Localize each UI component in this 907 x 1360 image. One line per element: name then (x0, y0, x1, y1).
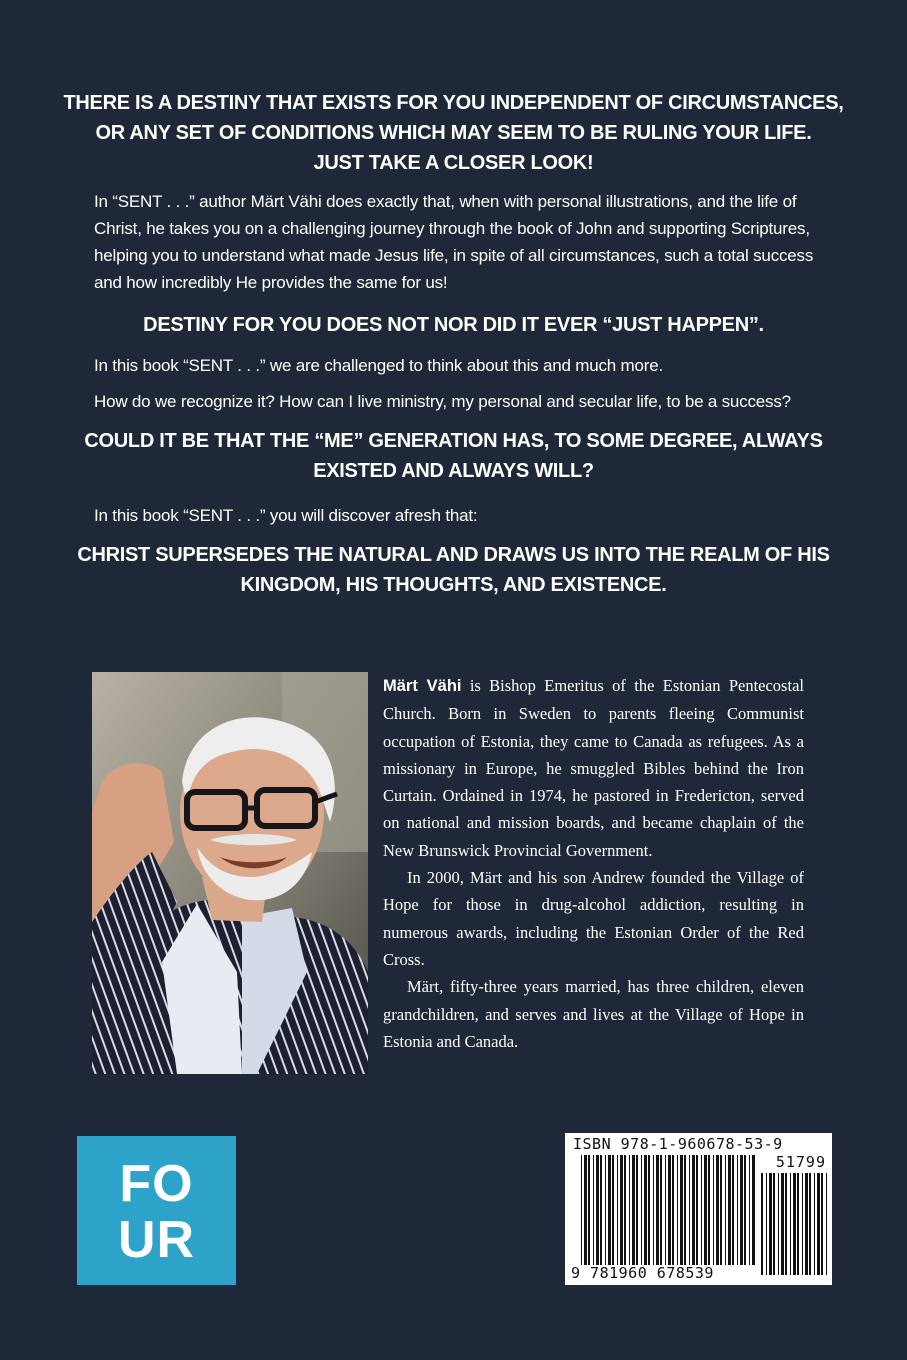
barcode-bar (584, 1155, 587, 1265)
barcode-bar (684, 1155, 686, 1265)
barcode-bar (653, 1155, 654, 1265)
publisher-logo (77, 1136, 236, 1285)
bio-text: is Bishop Emeritus of the Estonian Pentecostal Church. Born in Sweden to parents fleeing Communist occupation of Estonia, they came to Canada as refugees. As a missionary in Europe, he smuggled Bibles behind the Iron Curtain. Ordained in 1974, he pastored in Fredericton, served on national and mission boards, and became chaplain of the New Brunswick Provincial Government. (383, 676, 804, 860)
price-addon: 51799 (775, 1153, 826, 1171)
author-portrait-icon (92, 672, 368, 1074)
barcode-bar (797, 1173, 799, 1275)
questions-paragraph: How do we recognize it? How can I live ministry, my personal and secular life, to be a success? (94, 392, 791, 411)
headline-line: THERE IS A DESTINY THAT EXISTS FOR YOU INDEPENDENT OF CIRCUMSTANCES, (63, 92, 844, 114)
barcode-bar (581, 1155, 582, 1265)
barcode-bar (805, 1173, 808, 1275)
barcode-bar (785, 1173, 787, 1275)
barcode-bar (617, 1155, 618, 1265)
barcode-bar (605, 1155, 606, 1265)
headline-line: OR ANY SET OF CONDITIONS WHICH MAY SEEM TO BE RULING YOUR LIFE. (95, 122, 812, 144)
barcode-bar (826, 1173, 827, 1275)
barcode-bar (725, 1155, 726, 1265)
barcode-bar (720, 1155, 722, 1265)
logo-line: FO (119, 1155, 194, 1213)
barcode-bar (744, 1155, 746, 1265)
headline-destiny (60, 88, 847, 178)
barcode-bar (781, 1173, 784, 1275)
barcode-bar (689, 1155, 690, 1265)
barcode-bar (600, 1155, 602, 1265)
barcode-bar (769, 1173, 772, 1275)
author-bio (383, 672, 804, 1055)
barcode-bar (773, 1173, 775, 1275)
barcode-bar (629, 1155, 630, 1265)
bio-paragraph: Märt, fifty-three years married, has three children, eleven grandchildren, and serves and lives at the Village of Hope in Estonia and Canada. (383, 977, 804, 1051)
barcode-bar (660, 1155, 662, 1265)
barcode-bar (672, 1155, 674, 1265)
barcode-bar (716, 1155, 719, 1265)
barcode-bar (665, 1155, 666, 1265)
barcode-bar (737, 1155, 738, 1265)
headline-me-generation (60, 426, 847, 486)
barcode-bar (704, 1155, 707, 1265)
intro-paragraph: In “SENT . . .” author Märt Vähi does exactly that, when with personal illustrations, and the life of Christ, he takes you on a challenging journey through the book of John and supporting Scriptures, helping you to understand what made Jesus life, in spite of all circumstances, such a total success and how incredibly He provides the same for us! (94, 192, 814, 292)
headline-line: EXISTED AND ALWAYS WILL? (313, 460, 594, 482)
barcode-bar (680, 1155, 683, 1265)
barcode-bar (648, 1155, 650, 1265)
barcode-bar (790, 1173, 791, 1275)
barcode-bars-icon (565, 1133, 832, 1285)
barcode-bar (593, 1155, 594, 1265)
author-name: Märt Vähi (383, 677, 462, 695)
barcode-bar (620, 1155, 623, 1265)
barcode-bar (656, 1155, 659, 1265)
isbn-barcode (565, 1133, 832, 1285)
author-photo (92, 672, 368, 1074)
barcode-bar (644, 1155, 647, 1265)
bio-paragraph: In 2000, Märt and his son Andrew founded the Village of Hope for those in drug-alcohol addiction, resulting in numerous awards, including the Estonian Order of the Red Cross. (383, 868, 804, 969)
ean-digits: 9 781960 678539 (571, 1264, 714, 1282)
barcode-bar (692, 1155, 695, 1265)
barcode-bar (749, 1155, 750, 1265)
barcode-bar (814, 1173, 815, 1275)
bio-paragraph (383, 672, 804, 864)
barcode-bar (728, 1155, 731, 1265)
challenge-paragraph: In this book “SENT . . .” we are challenged to think about this and much more. (94, 356, 663, 375)
barcode-bar (696, 1155, 698, 1265)
barcode-bar (677, 1155, 678, 1265)
headline-just-happen: DESTINY FOR YOU DOES NOT NOR DID IT EVER “JUST HAPPEN”. (143, 314, 764, 336)
headline-line: CHRIST SUPERSEDES THE NATURAL AND DRAWS US INTO THE REALM OF HIS (77, 544, 830, 566)
barcode-bar (588, 1155, 590, 1265)
barcode-bar (713, 1155, 714, 1265)
barcode-bar (766, 1173, 767, 1275)
barcode-bar (708, 1155, 710, 1265)
headline-christ-supersedes (60, 540, 847, 600)
logo-line: UR (117, 1211, 196, 1269)
barcode-bar (641, 1155, 642, 1265)
barcode-bar (752, 1155, 755, 1265)
barcode-bar (821, 1173, 823, 1275)
barcode-bar (632, 1155, 635, 1265)
barcode-bar (809, 1173, 811, 1275)
barcode-bar (624, 1155, 626, 1265)
headline-line: JUST TAKE A CLOSER LOOK! (313, 152, 594, 174)
barcode-bar (668, 1155, 671, 1265)
barcode-bar (817, 1173, 820, 1275)
barcode-bar (793, 1173, 796, 1275)
barcode-bar (636, 1155, 638, 1265)
headline-line: COULD IT BE THAT THE “ME” GENERATION HAS, TO SOME DEGREE, ALWAYS (84, 430, 823, 452)
discover-paragraph: In this book “SENT . . .” you will discover afresh that: (94, 506, 478, 525)
barcode-bar (732, 1155, 734, 1265)
barcode-bar (740, 1155, 743, 1265)
barcode-bar (778, 1173, 779, 1275)
isbn-text: ISBN 978-1-960678-53-9 (573, 1135, 783, 1153)
barcode-bar (608, 1155, 611, 1265)
barcode-bar (761, 1173, 763, 1275)
barcode-bar (701, 1155, 702, 1265)
barcode-bar (596, 1155, 599, 1265)
barcode-bar (612, 1155, 614, 1265)
headline-line: KINGDOM, HIS THOUGHTS, AND EXISTENCE. (240, 574, 667, 596)
barcode-bar (802, 1173, 803, 1275)
